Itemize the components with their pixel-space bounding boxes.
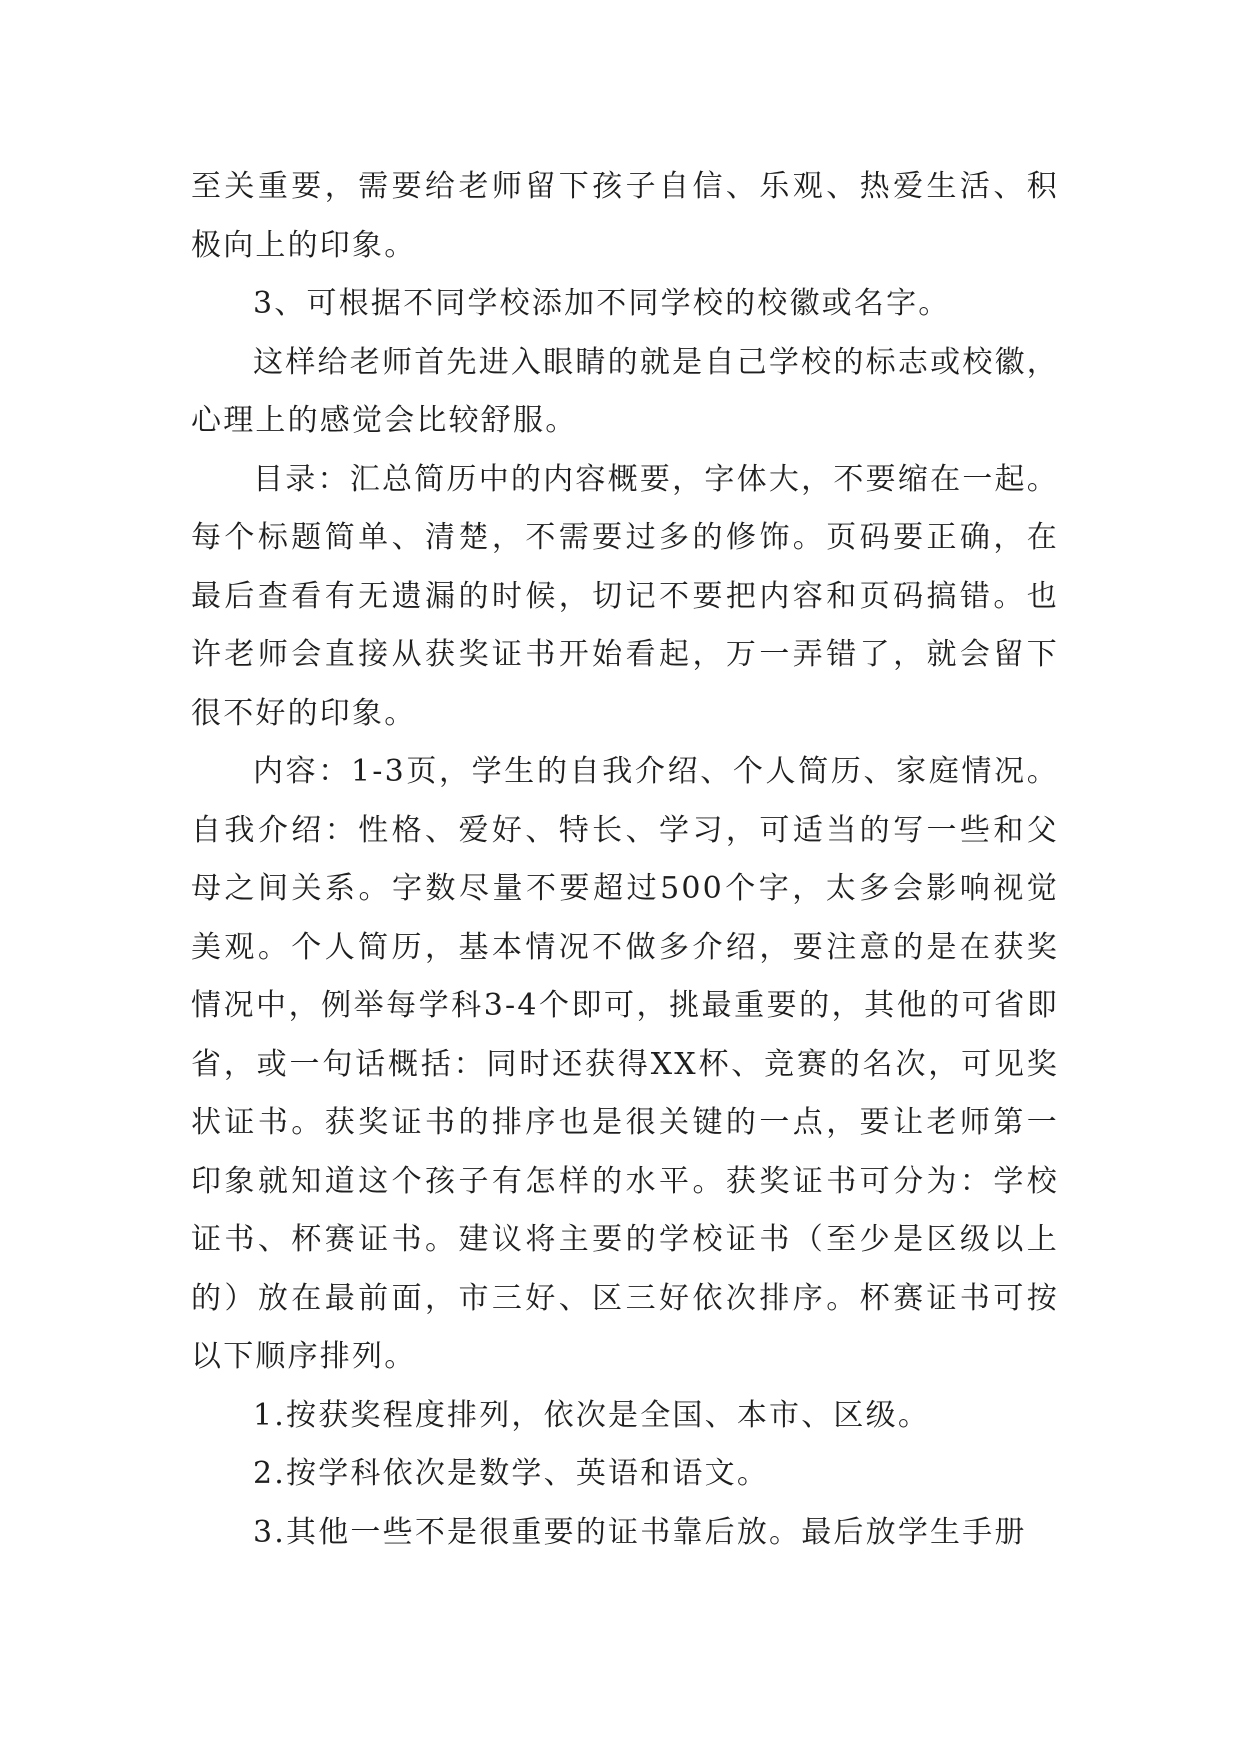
paragraph-4: 目录：汇总简历中的内容概要，字体大，不要缩在一起。每个标题简单、清楚，不需要过多的修饰。页码要正确，在最后查看有无遗漏的时候，切记不要把内容和页码搞错。也许老师会直接从获奖证书开始看起，万一弄错了，就会留下很不好的印象。 — [191, 461, 1059, 731]
paragraph-3: 这样给老师首先进入眼睛的就是自己学校的标志或校徽，心理上的感觉会比较舒服。 — [191, 344, 1059, 438]
list-item-1: 1.按获奖程度排列，依次是全国、本市、区级。 — [253, 1397, 931, 1433]
list-item-2: 2.按学科依次是数学、英语和语文。 — [253, 1456, 770, 1491]
paragraph-2: 3、可根据不同学校添加不同学校的校徽或名字。 — [253, 286, 951, 321]
document-body — [191, 158, 1059, 1562]
paragraph-5: 内容：1-3页，学生的自我介绍、个人简历、家庭情况。自我介绍：性格、爱好、特长、学习，可适当的写一些和父母之间关系。字数尽量不要超过500个字，太多会影响视觉美观。个人简历，基本情况不做多介绍，要注意的是在获奖情况中，例举每学科3-4个即可，挑最重要的，其他的可省即省，或一句话概括：同时还获得XX杯、竞赛的名次，可见奖状证书。获奖证书的排序也是很关键的一点，要让老师第一印象就知道这个孩子有怎样的水平。获奖证书可分为：学校证书、杯赛证书。建议将主要的学校证书（至少是区级以上的）放在最前面，市三好、区三好依次排序。杯赛证书可按以下顺序排列。 — [191, 754, 1059, 1374]
paragraph-1: 至关重要，需要给老师留下孩子自信、乐观、热爱生活、积极向上的印象。 — [191, 169, 1059, 263]
list-item-3: 3.其他一些不是很重要的证书靠后放。最后放学生手册 — [253, 1514, 1027, 1550]
